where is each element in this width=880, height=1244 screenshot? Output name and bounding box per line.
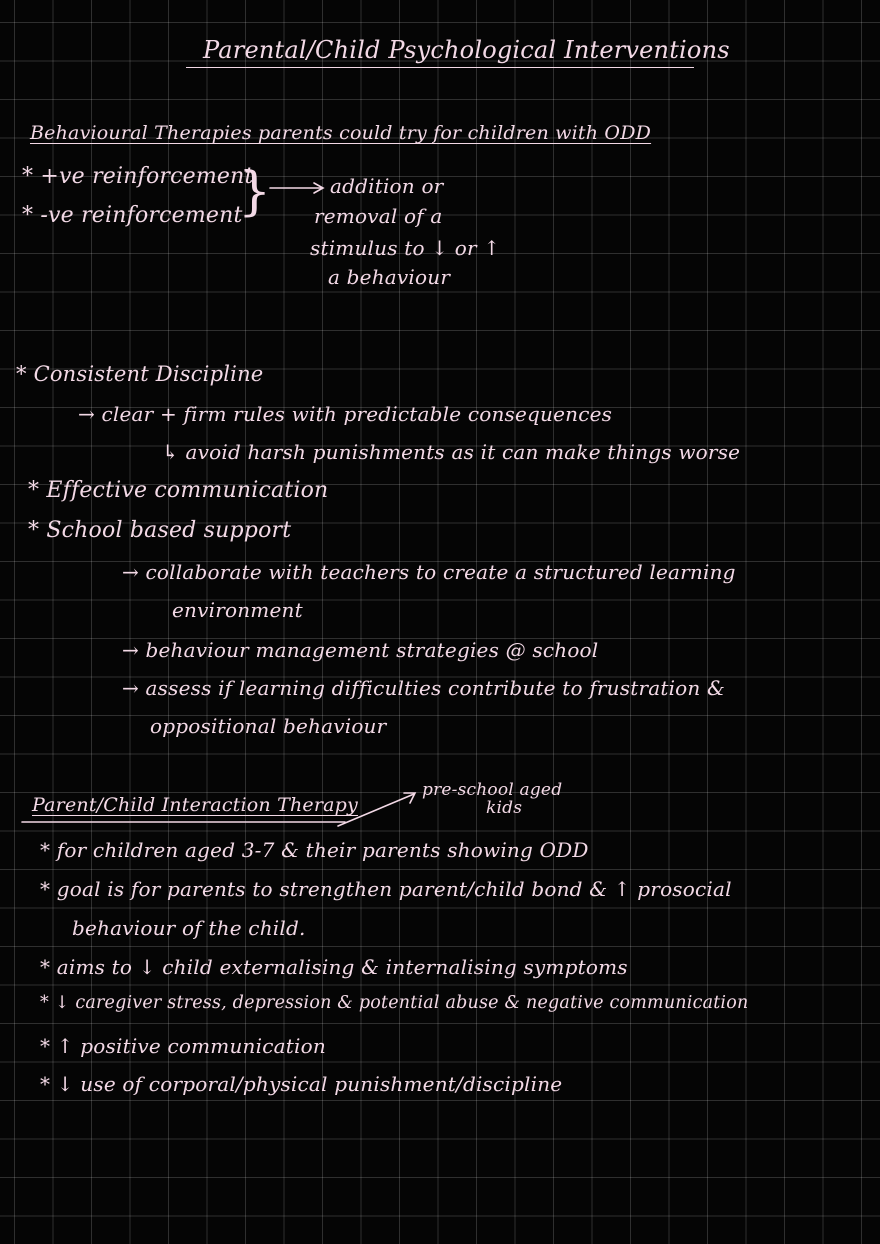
assess-learning-line-1: → assess if learning difficulties contribute to frustration & [122,676,726,700]
annotation-line-1: pre-school aged [422,780,563,800]
behaviour-management-item: → behaviour management strategies @ school [122,638,599,662]
pcit-bullet-6: * ↓ use of corporal/physical punishment/discipline [40,1072,563,1096]
avoid-harsh-punishments-item: ↳ avoid harsh punishments as it can make things worse [162,440,741,464]
curly-brace-icon: } [238,162,272,222]
pcit-bullet-1: * for children aged 3-7 & their parents showing ODD [40,838,589,862]
negative-reinforcement-item: * -ve reinforcement [22,203,243,228]
pcit-bullet-2: * goal is for parents to strengthen parent/child bond & ↑ prosocial [40,877,732,901]
collaborate-teachers-line-1: → collaborate with teachers to create a structured learning [122,560,736,584]
definition-line-4: a behaviour [328,265,451,289]
school-based-support-item: * School based support [28,518,292,543]
assess-learning-line-2: oppositional behaviour [150,714,387,738]
page-title: Parental/Child Psychological Interventions [203,36,730,64]
definition-line-1: addition or [330,174,444,198]
effective-communication-item: * Effective communication [28,478,329,503]
definition-arrow-head [314,183,323,193]
definition-line-2: removal of a [314,204,443,228]
annotation-line-2: kids [486,798,523,818]
pcit-bullet-3: * aims to ↓ child externalising & internalising symptoms [40,955,628,979]
pre-school-arrow-head [404,793,415,803]
pcit-bullet-2-continued: behaviour of the child. [72,916,306,940]
section-heading-behavioural-therapies: Behavioural Therapies parents could try for children with ODD [30,122,652,144]
consistent-discipline-item: * Consistent Discipline [16,362,264,386]
pcit-bullet-4: * ↓ caregiver stress, depression & potential abuse & negative communication [40,993,749,1013]
section-heading-pcit: Parent/Child Interaction Therapy [32,794,358,816]
positive-reinforcement-item: * +ve reinforcement [22,164,254,189]
collaborate-teachers-line-2: environment [172,598,303,622]
title-underline [186,67,694,68]
clear-rules-item: → clear + firm rules with predictable consequences [78,402,613,426]
definition-line-3: stimulus to ↓ or ↑ [310,236,501,260]
pcit-bullet-5: * ↑ positive communication [40,1034,326,1058]
